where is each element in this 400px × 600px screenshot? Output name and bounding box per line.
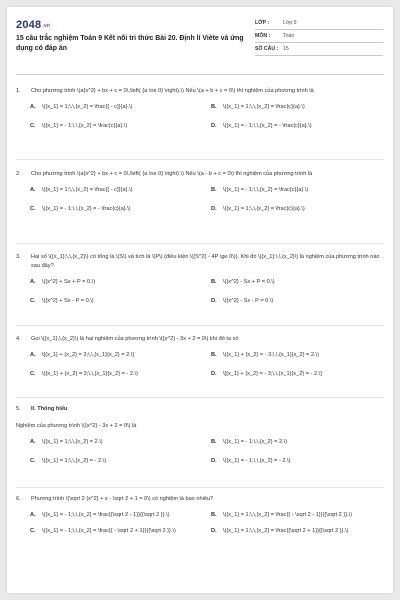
question-6: [16, 495, 384, 536]
option-a[interactable]: [30, 186, 203, 195]
question-number: 3.: [16, 254, 21, 260]
header-divider: [16, 74, 384, 75]
option-letter: B.: [211, 279, 217, 285]
meta-value: Lớp 9: [283, 20, 297, 26]
option-d[interactable]: [211, 205, 384, 214]
option-letter: A.: [30, 439, 36, 445]
question-4: [16, 335, 384, 379]
option-d[interactable]: [211, 297, 384, 306]
option-letter: A.: [30, 187, 36, 193]
option-text: \({x_1} = 1;\,\,{x_2} = \frac{c}{a}.\): [223, 206, 305, 212]
option-b[interactable]: [211, 278, 384, 287]
option-text: \({x_1} = 1;\,\,{x_2} = 2.\): [42, 439, 103, 445]
option-letter: D.: [211, 206, 217, 212]
option-text: \({x_1} = - 1;\,\,{x_2} = 2.\): [223, 439, 288, 445]
meta-row-class: [255, 17, 383, 30]
meta-row-count: [255, 43, 383, 56]
question-divider: [16, 325, 384, 326]
section-heading: II. Thông hiểu: [31, 406, 68, 412]
option-letter: B.: [211, 352, 217, 358]
options: [30, 278, 384, 306]
option-b[interactable]: [211, 438, 384, 447]
option-b[interactable]: [211, 511, 384, 520]
option-text: \({x_1} = - 1;\,\,{x_2} = \frac{c}{a}.\): [223, 187, 309, 193]
option-c[interactable]: [30, 205, 203, 214]
option-letter: C.: [30, 123, 36, 129]
option-text: \({x_1} + {x_2} = - 3;\,\,{x_1}{x_2} = 2.\): [223, 352, 319, 358]
option-text: \({x^2} - Sx + P = 0.\): [223, 279, 275, 285]
question-divider: [16, 487, 384, 488]
meta-key: MÔN :: [255, 33, 271, 39]
meta-value: 15: [283, 46, 289, 52]
option-letter: D.: [211, 458, 217, 464]
document-page: [7, 7, 393, 593]
option-a[interactable]: [30, 278, 203, 287]
meta-row-subject: [255, 30, 383, 43]
option-letter: C.: [30, 458, 36, 464]
option-letter: C.: [30, 206, 36, 212]
document-title: 15 câu trắc nghiệm Toán 9 Kết nối tri thức Bài 20. Định lí Viète và ứng dụng có đáp án: [16, 35, 244, 52]
option-d[interactable]: [211, 122, 384, 131]
question-divider: [16, 159, 384, 160]
question-5: [16, 405, 384, 466]
option-letter: D.: [211, 298, 217, 304]
option-c[interactable]: [30, 457, 203, 466]
question-text: Cho phương trình \(a{x^2} + bx + c = 0\,\left( {a \ne 0} \right).\) Nếu \(a - b + c = 0\) thì nghiệm của phương trình là: [31, 171, 313, 177]
logo-text: 2048: [16, 19, 42, 31]
option-text: \({x_1} + {x_2} = 3;\,\,{x_1}{x_2} = - 2.\): [42, 371, 138, 377]
option-letter: B.: [211, 187, 217, 193]
logo-suffix: .vn: [42, 23, 51, 29]
question-text: Cho phương trình \(a{x^2} + bx + c = 0\,\left( {a \ne 0} \right).\) Nếu \(a + b + c = 0\) thì nghiệm của phương trình là: [31, 88, 314, 94]
meta-key: SỐ CÂU :: [255, 46, 279, 52]
option-text: \({x_1} = - 1;\,\,{x_2} = - \frac{c}{a}.\): [223, 123, 312, 129]
meta-table: [255, 17, 383, 56]
option-text: \({x_1} = 1;\,\,{x_2} = \frac{{ - c}}{a}.\): [42, 104, 133, 110]
option-b[interactable]: [211, 186, 384, 195]
option-text: \[{x_1} + {x_2} = - 3;\,\,{x_1}{x_2} = - 2.\]: [223, 371, 322, 377]
question-number: 6.: [16, 496, 21, 502]
options: [30, 438, 384, 466]
option-text: \({x^2} + Sx - P = 0.\): [42, 298, 94, 304]
question-2: [16, 170, 384, 214]
option-text: \({x_1} = - 1;\,\,{x_2} = - 2.\): [223, 458, 291, 464]
question-text: Phương trình \(\sqrt 2 {x^2} + x - \sqrt 2 + 1 = 0\) có nghiệm là bao nhiêu?: [31, 496, 214, 502]
option-letter: B.: [211, 104, 217, 110]
option-letter: D.: [211, 123, 217, 129]
option-d[interactable]: [211, 457, 384, 466]
option-c[interactable]: [30, 122, 203, 131]
option-letter: C.: [30, 298, 36, 304]
option-text: \({x_1} = 1;\,\,{x_2} = \frac{{\sqrt 2 + 1}}{{\sqrt 2 }}.\): [223, 528, 349, 534]
option-a[interactable]: [30, 103, 203, 112]
option-letter: A.: [30, 352, 36, 358]
question-number: 5.: [16, 406, 21, 412]
question-text: Gọi \({x_1},\,{x_2}\) là hai nghiệm của phương trình \({x^2} - 3x + 2 = 0\) khi đó ta có: [31, 336, 239, 342]
question-divider: [16, 397, 384, 398]
question-text: Nghiệm của phương trình \({x^2} - 3x + 2 = 0\) là: [16, 423, 137, 429]
question-number: 2.: [16, 171, 21, 177]
option-letter: D.: [211, 371, 217, 377]
option-letter: A.: [30, 279, 36, 285]
site-logo[interactable]: [16, 19, 50, 31]
option-a[interactable]: [30, 351, 203, 360]
option-text: \({x^2} - Sx - P = 0.\): [223, 298, 274, 304]
meta-key: LỚP :: [255, 20, 270, 26]
option-text: \({x_1} = 1;\,\,{x_2} = - 2.\): [42, 458, 107, 464]
question-number: 4.: [16, 336, 21, 342]
options: [30, 351, 384, 379]
option-letter: C.: [30, 371, 36, 377]
question-number: 1.: [16, 88, 21, 94]
option-text: \({x_1} = 1;\,\,{x_2} = \frac{{ - \sqrt 2 - 1}}{{\sqrt 2 }}.\): [223, 512, 353, 518]
question-text: Hai số \({x_1};\,\,{x_2}\) có tổng là \(S\) và tích là \(P\) (điều kiện \({S^2} - 4P \ge 0\)). Khi đó \({x_1};\,\,{x_2}\) là nghiệm của phương trình nào sau đây?: [31, 254, 380, 269]
option-c[interactable]: [30, 527, 203, 536]
option-text: \({x_1} = - 1;\,\,{x_2} = - \frac{c}{a}.\): [42, 206, 131, 212]
option-d[interactable]: [211, 370, 384, 379]
option-b[interactable]: [211, 351, 384, 360]
option-b[interactable]: [211, 103, 384, 112]
option-c[interactable]: [30, 297, 203, 306]
option-text: \[{x_1} + {x_2} = 3;\,\,{x_1}{x_2} = 2.\]: [42, 352, 134, 358]
options: [30, 186, 384, 214]
option-letter: B.: [211, 512, 217, 518]
options: [30, 103, 384, 131]
option-text: \({x_1} = 1;\,\,{x_2} = \frac{c}{a}.\): [223, 104, 305, 110]
option-d[interactable]: [211, 527, 384, 536]
option-letter: A.: [30, 512, 36, 518]
option-a[interactable]: [30, 438, 203, 447]
option-letter: B.: [211, 439, 217, 445]
option-text: \({x_1} = - 1;\,\,{x_2} = \frac{{\sqrt 2 - 1}}{{\sqrt 2 }}.\): [42, 512, 170, 518]
option-letter: C.: [30, 528, 36, 534]
option-letter: D.: [211, 528, 217, 534]
question-1: [16, 87, 384, 131]
option-text: \({x_1} = - 1;\,\,{x_2} = \frac{c}{a}.\): [42, 123, 128, 129]
option-c[interactable]: [30, 370, 203, 379]
options: [30, 511, 384, 536]
option-text: \({x^2} + Sx + P = 0.\): [42, 279, 96, 285]
option-text: \({x_1} = 1;\,\,{x_2} = \frac{{ - c}}{a}.\): [42, 187, 133, 193]
question-divider: [16, 243, 384, 244]
option-letter: A.: [30, 104, 36, 110]
question-3: [16, 253, 384, 306]
option-text: \({x_1} = - 1;\,\,{x_2} = \frac{{ - \sqrt 2 + 1}}{{\sqrt 2 }}.\): [42, 528, 176, 534]
option-a[interactable]: [30, 511, 203, 520]
meta-value: Toán: [283, 33, 295, 39]
